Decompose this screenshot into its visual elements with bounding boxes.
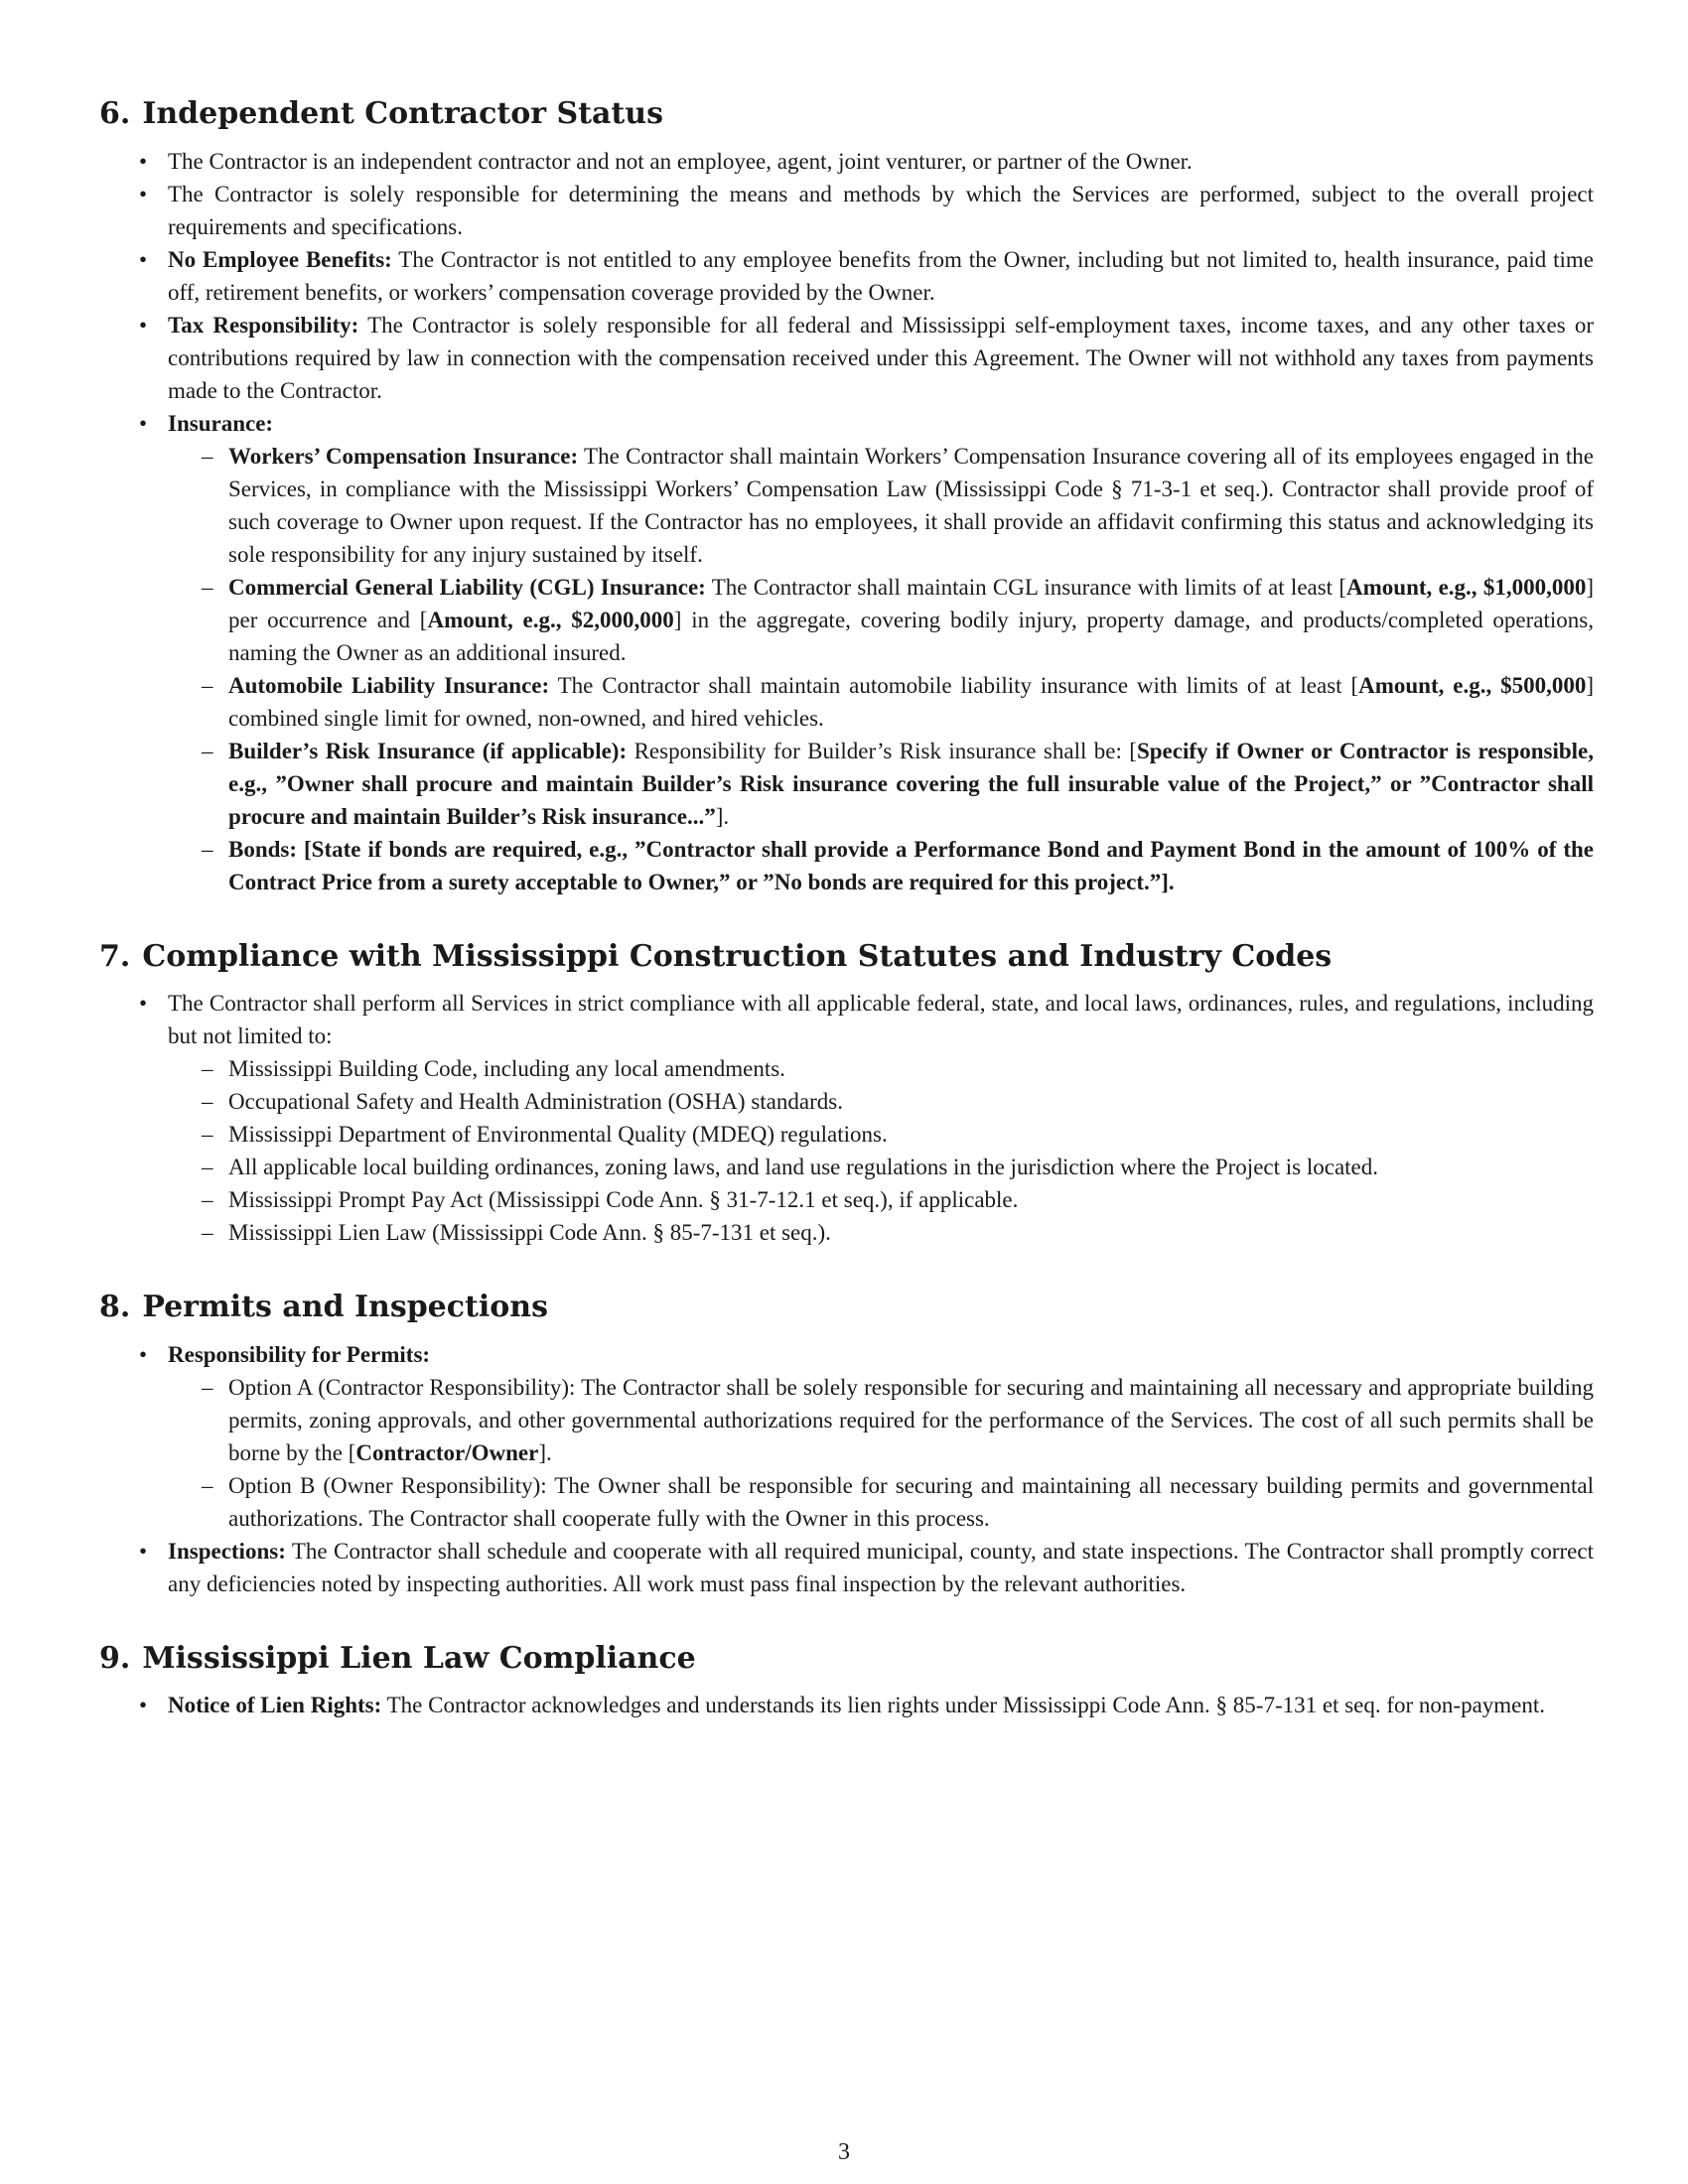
section-8 <box>99 1289 1594 1600</box>
section-6 <box>99 95 1594 898</box>
sub-item-cgl: – Commercial General Liability (CGL) Insurance: The Contractor shall maintain CGL insurance with limits of at least [Amount, e.g., $1,000,000] per occurrence and [Amount, e.g., $2,000,000] in the aggregate, covering bodily injury, property damage, and products/completed operations, naming the Owner as an additional insured. <box>168 571 1594 669</box>
section-7-heading: 7. Compliance with Mississippi Construction Statutes and Industry Codes <box>99 938 1333 974</box>
sub-item-option-a: – Option A (Contractor Responsibility): The Contractor shall be solely responsible for securing and maintaining all necessary and appropriate building permits, zoning approvals, and other governmental authorizations required for the performance of the Services. The cost of all such permits shall be borne by the [Contractor/Owner]. <box>168 1371 1594 1469</box>
list-item-insurance: • Insurance: – Workers’ Compensation Insurance: The Contractor shall maintain Workers’ Compensation Insurance covering all of its employees engaged in the Services, in compliance with the Mississippi Workers’ Compensation Law (Mississippi Code § 71-3-1 et seq.). Contractor shall provide proof of such coverage to Owner upon request. If the Contractor has no employees, it shall provide an affidavit confirming this status and acknowledging its sole responsibility for any injury sustained by itself. – Commercial General Liability (CGL) Insurance: The Contractor shall maintain CGL insurance with limits of at least [Amount, e.g., $1,000,000] per occurrence and [Amount, e.g., $2,000,000] in the aggregate, covering bodily injury, property damage, and products/completed operations, naming the Owner as an additional insured. – Automobile Liability Insurance: The Contractor shall maintain automobile liability insurance with limits of at least [Amount, e.g., $500,000] combined single limit for owned, non-owned, and hired vehicles. – Builder’s Risk Insurance (if applicable): Responsibility for Builder’s Risk insurance shall be: [Specify if Owner or Contractor is responsible, e.g., ”Owner shall procure and maintain Builder’s Risk insurance covering the full insurable value of the Project,” or ”Contractor shall procure and maintain Builder’s Risk insurance...”]. – Bonds: [State if bonds are required, e.g., ”Contractor shall provide a Performance Bond and Payment Bond in the amount of 100% of the Contract Price from a surety acceptable to Owner,” or ”No bonds are required for this project.”]. <box>99 407 1594 898</box>
sub-item-builders-risk: – Builder’s Risk Insurance (if applicable): Responsibility for Builder’s Risk insurance shall be: [Specify if Owner or Contractor is responsible, e.g., ”Owner shall procure and maintain Builder’s Risk insurance covering the full insurable value of the Project,” or ”Contractor shall procure and maintain Builder’s Risk insurance...”]. <box>168 735 1594 833</box>
compliance-sublist <box>168 1052 1594 1249</box>
section-9-heading: 9. Mississippi Lien Law Compliance <box>99 1640 696 1676</box>
sub-item: – Occupational Safety and Health Administration (OSHA) standards. <box>168 1085 1594 1118</box>
list-item: • Responsibility for Permits: – Option A (Contractor Responsibility): The Contractor shall be solely responsible for securing and maintaining all necessary and appropriate building permits, zoning approvals, and other governmental authorizations required for the performance of the Services. The cost of all such permits shall be borne by the [Contractor/Owner]. – Option B (Owner Responsibility): The Owner shall be responsible for securing and maintaining all necessary building permits and governmental authorizations. The Contractor shall cooperate fully with the Owner in this process. <box>99 1338 1594 1535</box>
section-6-heading: 6. Independent Contractor Status <box>99 96 663 131</box>
document-page <box>99 95 1594 1761</box>
sub-item-workers-comp: – Workers’ Compensation Insurance: The Contractor shall maintain Workers’ Compensation Insurance covering all of its employees engaged in the Services, in compliance with the Mississippi Workers’ Compensation Law (Mississippi Code § 71-3-1 et seq.). Contractor shall provide proof of such coverage to Owner upon request. If the Contractor has no employees, it shall provide an affidavit confirming this status and acknowledging its sole responsibility for any injury sustained by itself. <box>168 440 1594 571</box>
list-item: • The Contractor is an independent contractor and not an employee, agent, joint venturer, or partner of the Owner. <box>99 145 1594 178</box>
sub-item: – Mississippi Building Code, including any local amendments. <box>168 1052 1594 1085</box>
section-8-heading: 8. Permits and Inspections <box>99 1290 549 1324</box>
list-item: • Inspections: The Contractor shall schedule and cooperate with all required municipal, county, and state inspections. The Contractor shall promptly correct any deficiencies noted by inspecting authorities. All work must pass final inspection by the relevant authorities. <box>99 1535 1594 1600</box>
insurance-sublist <box>168 440 1594 898</box>
sub-item: – Mississippi Department of Environmental Quality (MDEQ) regulations. <box>168 1118 1594 1151</box>
list-item: • No Employee Benefits: The Contractor is not entitled to any employee benefits from the Owner, including but not limited to, health insurance, paid time off, retirement benefits, or workers’ compensation coverage provided by the Owner. <box>99 243 1594 309</box>
sub-item: – Mississippi Lien Law (Mississippi Code Ann. § 85-7-131 et seq.). <box>168 1216 1594 1249</box>
section-8-list <box>99 1338 1594 1600</box>
page-number: 3 <box>838 2139 850 2165</box>
list-item: • Notice of Lien Rights: The Contractor acknowledges and understands its lien rights under Mississippi Code Ann. § 85-7-131 et seq. for non-payment. <box>99 1689 1594 1721</box>
section-9-list <box>99 1689 1594 1721</box>
section-6-list <box>99 145 1594 898</box>
section-7 <box>99 938 1594 1250</box>
sub-item-option-b: – Option B (Owner Responsibility): The Owner shall be responsible for securing and maintaining all necessary building permits and governmental authorizations. The Contractor shall cooperate fully with the Owner in this process. <box>168 1469 1594 1535</box>
sub-item-bonds: – Bonds: [State if bonds are required, e.g., ”Contractor shall provide a Performance Bond and Payment Bond in the amount of 100% of the Contract Price from a surety acceptable to Owner,” or ”No bonds are required for this project.”]. <box>168 833 1594 898</box>
list-item: • The Contractor is solely responsible for determining the means and methods by which the Services are performed, subject to the overall project requirements and specifications. <box>99 178 1594 243</box>
sub-item: – Mississippi Prompt Pay Act (Mississippi Code Ann. § 31-7-12.1 et seq.), if applicable. <box>168 1183 1594 1216</box>
sub-item: – All applicable local building ordinances, zoning laws, and land use regulations in the jurisdiction where the Project is located. <box>168 1151 1594 1183</box>
sub-item-auto: – Automobile Liability Insurance: The Contractor shall maintain automobile liability insurance with limits of at least [Amount, e.g., $500,000] combined single limit for owned, non-owned, and hired vehicles. <box>168 669 1594 735</box>
section-9 <box>99 1640 1594 1722</box>
list-item: • The Contractor shall perform all Services in strict compliance with all applicable federal, state, and local laws, ordinances, rules, and regulations, including but not limited to: – Mississippi Building Code, including any local amendments. – Occupational Safety and Health Administration (OSHA) standards. – Mississippi Department of Environmental Quality (MDEQ) regulations. – All applicable local building ordinances, zoning laws, and land use regulations in the jurisdiction where the Project is located. – Mississippi Prompt Pay Act (Mississippi Code Ann. § 31-7-12.1 et seq.), if applicable. – Mississippi Lien Law (Mississippi Code Ann. § 85-7-131 et seq.). <box>99 987 1594 1249</box>
section-7-list <box>99 987 1594 1249</box>
permits-sublist <box>168 1371 1594 1535</box>
list-item: • Tax Responsibility: The Contractor is solely responsible for all federal and Mississippi self-employment taxes, income taxes, and any other taxes or contributions required by law in connection with the compensation received under this Agreement. The Owner will not withhold any taxes from payments made to the Contractor. <box>99 309 1594 407</box>
